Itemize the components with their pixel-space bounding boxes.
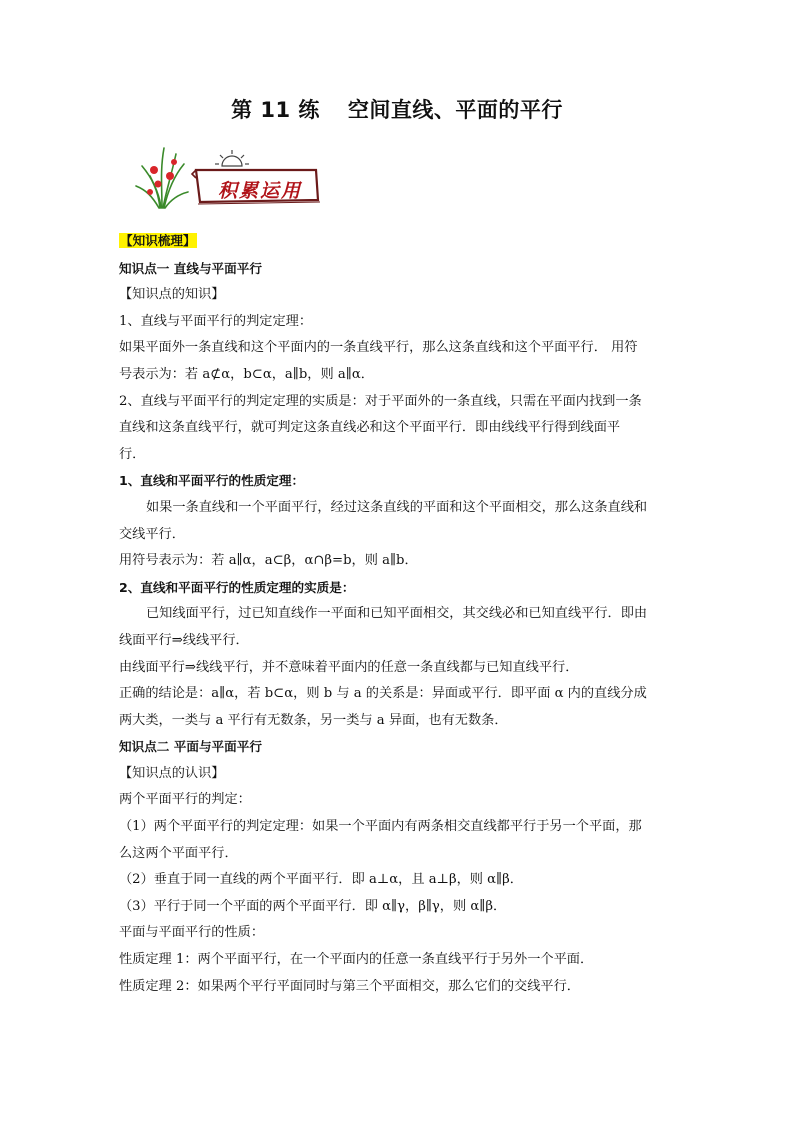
page-title bbox=[0, 94, 794, 124]
subsection-label: 【知识点的知识】 bbox=[119, 287, 225, 303]
text-line: 如果一条直线和一个平面平行，经过这条直线的平面和这个平面相交，那么这条直线和 bbox=[146, 499, 648, 515]
text-line: （1）两个平面平行的判定定理：如果一个平面内有两条相交直线都平行于另一个平面，那 bbox=[119, 819, 642, 835]
text-line: 交线平行． bbox=[119, 526, 185, 542]
text-line: （2）垂直于同一直线的两个平面平行．即 a⊥α，且 a⊥β，则 α∥β． bbox=[119, 872, 523, 888]
section-banner bbox=[130, 140, 330, 212]
knowledge-summary-tag: 【知识梳理】 bbox=[120, 233, 196, 248]
text-line: 平面与平面平行的性质： bbox=[119, 925, 265, 941]
theorem-heading: 2、直线和平面平行的性质定理的实质是： bbox=[119, 579, 355, 595]
text-line: 已知线面平行，过已知直线作一平面和已知平面相交，其交线必和已知直线平行．即由 bbox=[146, 606, 648, 622]
text-line: 性质定理 1：两个平面平行，在一个平面内的任意一条直线平行于另外一个平面． bbox=[119, 952, 594, 968]
text-line: 直线和这条直线平行，就可判定这条直线必和这个平面平行．即由线线平行得到线面平 bbox=[119, 420, 621, 436]
text-line: 如果平面外一条直线和这个平面内的一条直线平行，那么这条直线和这个平面平行． 用符 bbox=[119, 340, 638, 356]
knowledge-point-heading: 知识点一 直线与平面平行 bbox=[119, 260, 262, 276]
knowledge-point-heading: 知识点二 平面与平面平行 bbox=[119, 739, 262, 755]
text-line: 两个平面平行的判定： bbox=[119, 792, 251, 808]
section-tag-line bbox=[119, 228, 679, 256]
knowledge-content bbox=[119, 228, 679, 1000]
text-line: 性质定理 2：如果两个平行平面同时与第三个平面相交，那么它们的交线平行． bbox=[119, 978, 580, 994]
text-line: 2、直线与平面平行的判定定理的实质是：对于平面外的一条直线，只需在平面内找到一条 bbox=[119, 393, 642, 409]
text-line: 由线面平行⇒线线平行，并不意味着平面内的任意一条直线都与已知直线平行． bbox=[119, 659, 579, 675]
banner-label: 积累运用 bbox=[217, 180, 302, 202]
exercise-title: 空间直线、平面的平行 bbox=[347, 98, 563, 122]
theorem-heading: 1、直线和平面平行的性质定理： bbox=[119, 473, 305, 489]
text-line: 两大类，一类与 a 平行有无数条，另一类与 a 异面，也有无数条． bbox=[119, 712, 508, 728]
subsection-label: 【知识点的认识】 bbox=[119, 765, 225, 781]
text-line: 用符号表示为：若 a∥α，a⊂β，α∩β=b，则 a∥b． bbox=[119, 553, 418, 569]
text-line: 么这两个平面平行． bbox=[119, 845, 238, 861]
text-line: 正确的结论是：a∥α，若 b⊂α，则 b 与 a 的关系是：异面或平行．即平面 α 内的直线分成 bbox=[119, 686, 647, 702]
text-line: 线面平行⇒线线平行． bbox=[119, 632, 249, 648]
text-line: 1、直线与平面平行的判定定理： bbox=[119, 313, 313, 329]
text-line: 行． bbox=[119, 446, 146, 462]
text-line: 号表示为：若 a⊄α，b⊂α，a∥b，则 a∥α． bbox=[119, 366, 374, 382]
text-line: （3）平行于同一个平面的两个平面平行．即 α∥γ，β∥γ，则 α∥β． bbox=[119, 898, 507, 914]
exercise-number: 第 11 练 bbox=[231, 98, 320, 122]
